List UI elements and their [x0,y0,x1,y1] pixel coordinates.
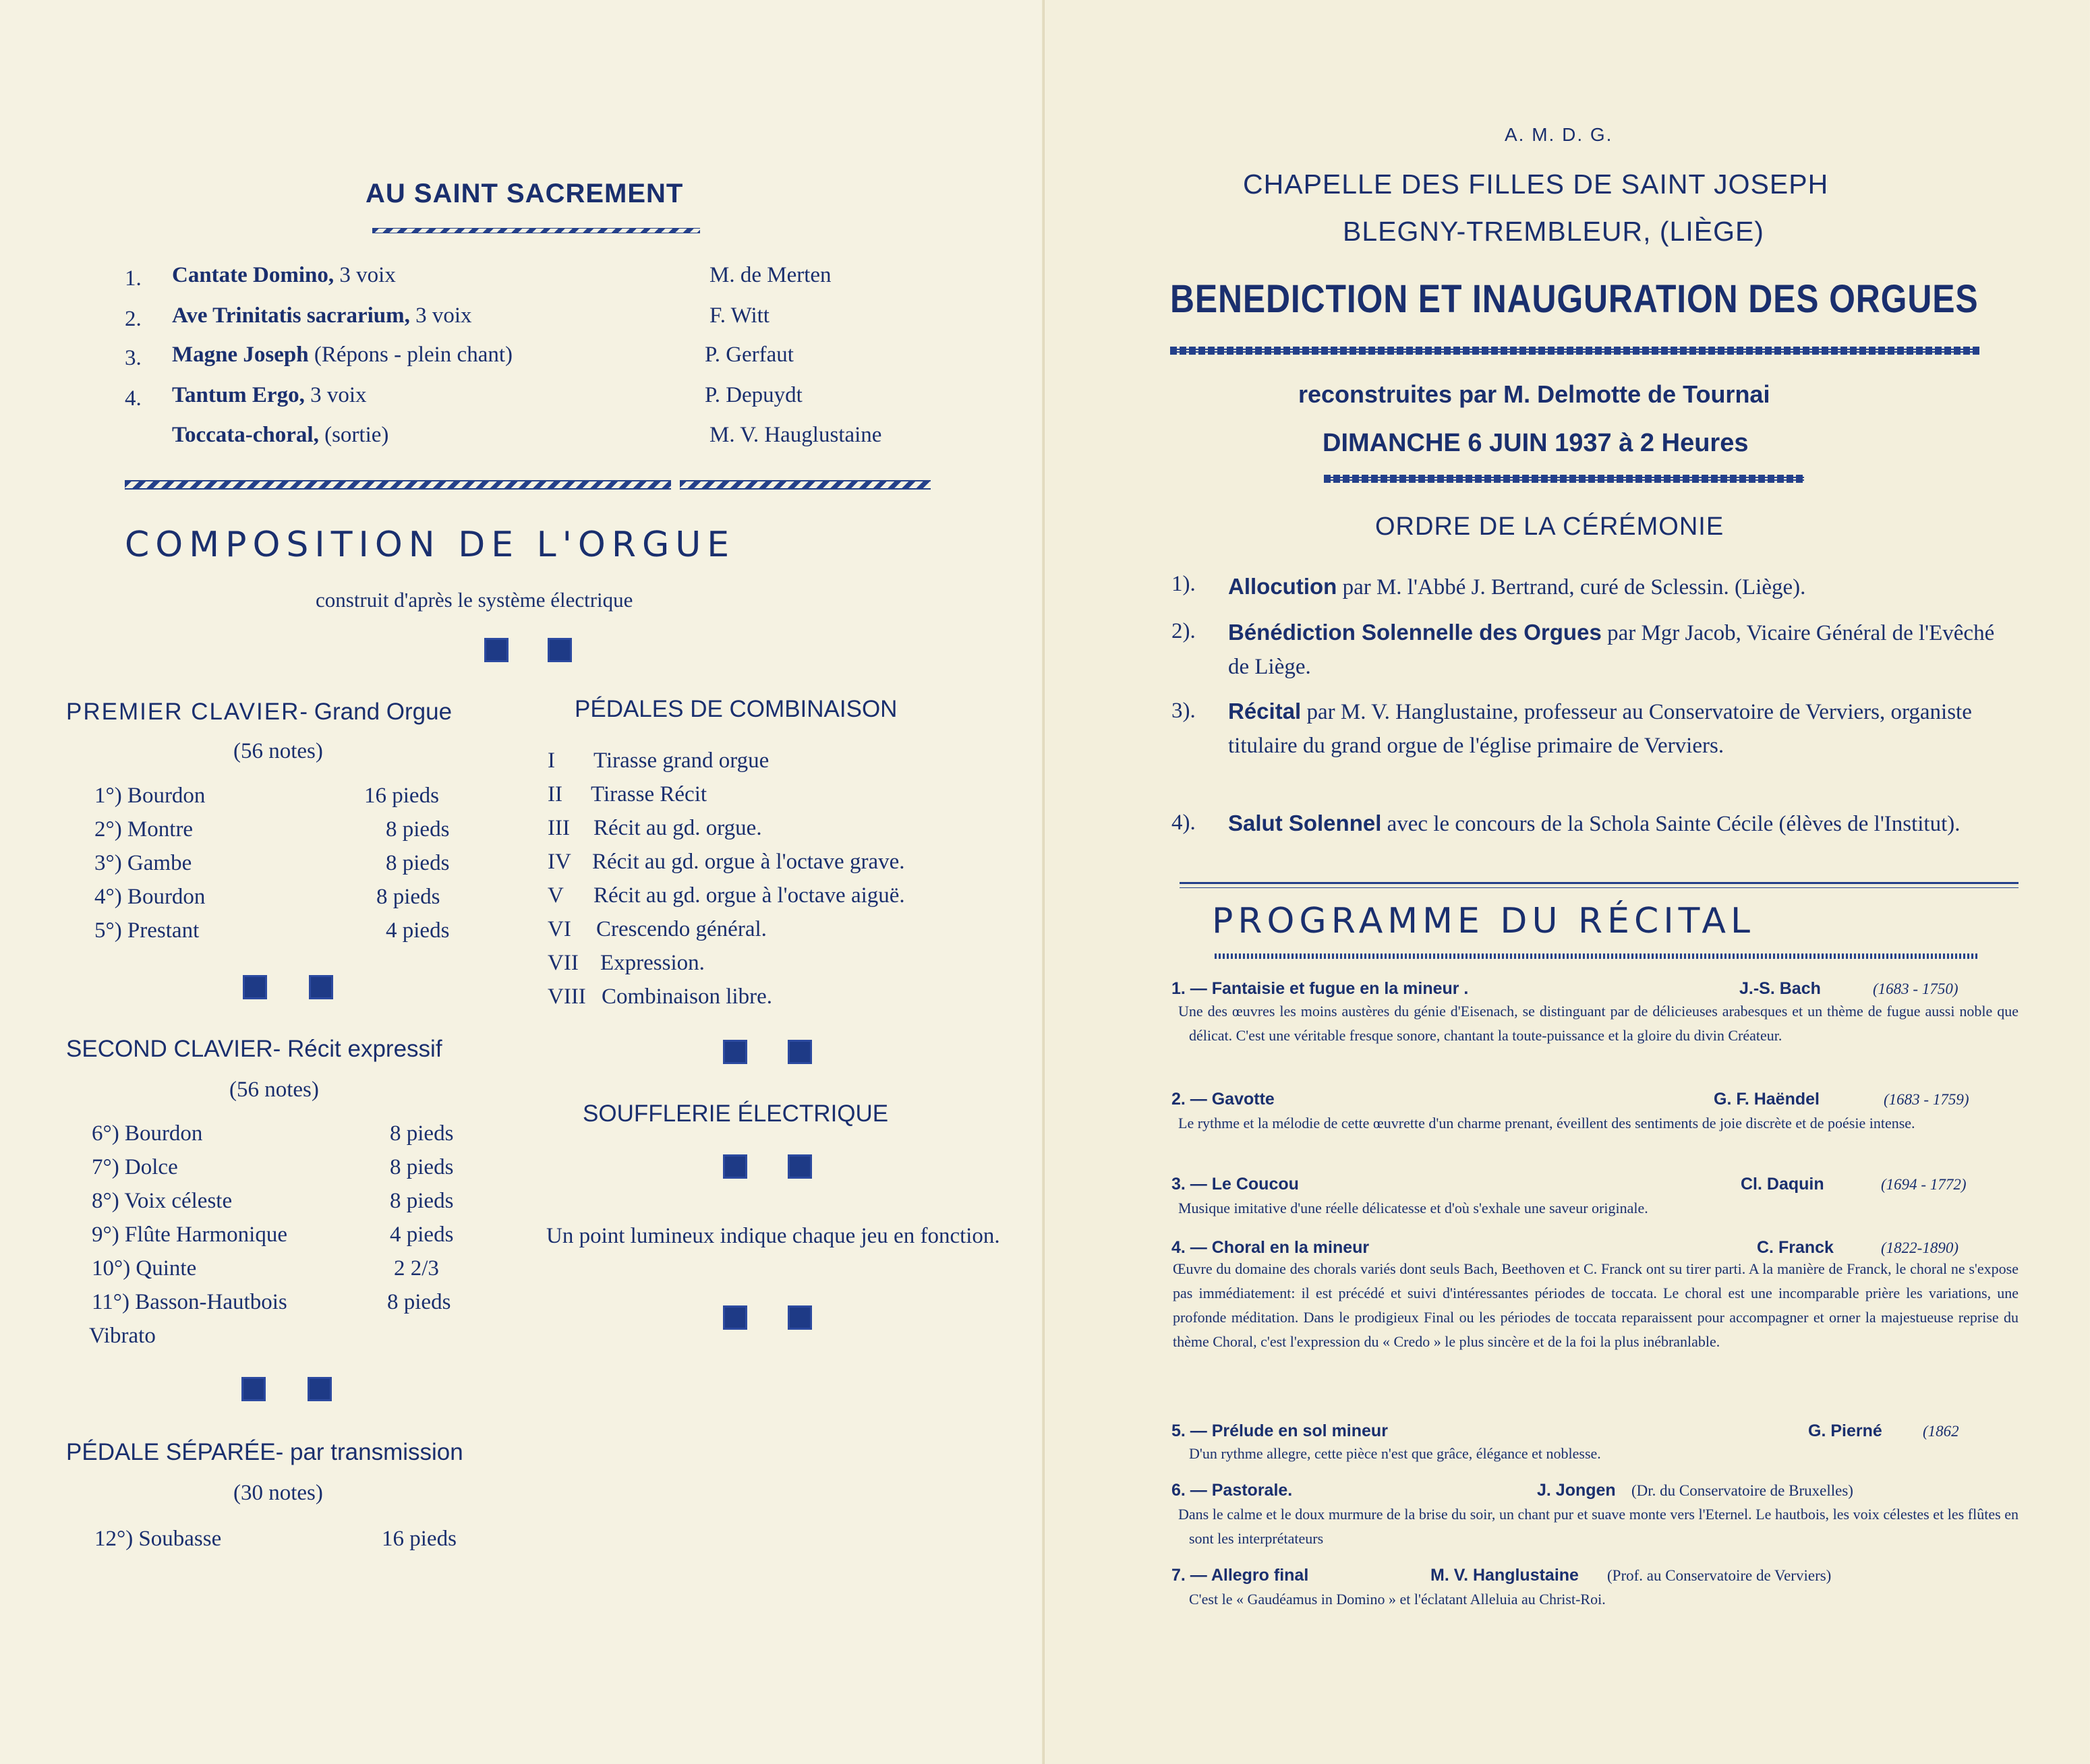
square-ornament [241,1377,266,1401]
pedales-combinaison-heading: PÉDALES DE COMBINAISON [575,696,898,722]
saint-sacrement-title: AU SAINT SACREMENT [366,179,684,208]
composer: P. Gerfaut [705,343,794,367]
ordre-text: avec le concours de la Schola Sainte Cécile (élèves de l'Institut). [1381,812,1961,836]
list-item [172,263,396,288]
wave-divider [1170,347,1979,355]
ceremony-date: DIMANCHE 6 JUIN 1937 à 2 Heures [1323,429,1749,457]
combinaison-num: IV [548,850,571,874]
stop-item: 10°) Quinte [92,1256,197,1281]
programme-dates: (1683 - 1750) [1873,980,1958,997]
square-ornament [788,1305,812,1330]
notes-count: (30 notes) [233,1481,323,1505]
programme-item-title: 6. — Pastorale. [1171,1481,1293,1500]
stop-pieds: 8 pieds [390,1121,454,1146]
rope-divider [125,480,671,490]
second-clavier-heading [66,1036,442,1063]
piece-detail: 3 voix [304,383,367,407]
combinaison-item: Crescendo général. [596,917,767,941]
combinaison-num: III [548,816,570,840]
programme-dates: (1683 - 1759) [1884,1091,1969,1108]
combinaison-num: II [548,782,562,806]
square-ornament [548,638,572,662]
piece-detail: (Répons - plein chant) [308,343,513,367]
programme-composer: M. V. Hanglustaine [1430,1566,1579,1585]
combinaison-num: VIII [548,984,586,1009]
ordre-num: 3). [1171,699,1196,723]
composition-title: COMPOSITION DE L'ORGUE [125,525,736,565]
programme-dates: (Dr. du Conservatoire de Bruxelles) [1631,1482,1853,1499]
piece-detail: 3 voix [409,303,472,328]
rope-divider [680,480,931,490]
programme-item-title: 5. — Prélude en sol mineur [1171,1421,1388,1440]
ordre-item [1228,806,2017,841]
combinaison-num: V [548,883,564,908]
square-ornament [723,1040,747,1064]
programme-desc: Musique imitative d'une réelle délicatesse et d'où s'exhale une saveur originale. [1178,1200,1648,1216]
stop-item: 7°) Dolce [92,1155,178,1179]
combinaison-item: Tirasse Récit [591,782,707,806]
heading-text: PREMIER CLAVIER [66,699,300,725]
stop-pieds: 2 2/3 [394,1256,439,1281]
programme-desc: Le rythme et la mélodie de cette œuvrette d'un charme prenant, éveillent des sentiments de joie discrète et de poésie intense. [1178,1115,1915,1131]
stop-pieds: 8 pieds [387,1290,451,1314]
list-item-num: 4. [125,386,142,411]
piece-detail: (sortie) [318,423,389,447]
notes-count: (56 notes) [233,739,323,763]
rule [1180,887,2019,888]
list-item-num: 3. [125,346,142,370]
ordre-text: par M. V. Hanglustaine, professeur au Conservatoire de Verviers, organiste titulaire du grand orgue de l'église primaire de Verviers. [1228,700,1972,758]
stop-item: 9°) Flûte Harmonique [92,1223,287,1247]
stop-pieds: 4 pieds [390,1223,454,1247]
stop-item: 11°) Basson-Hautbois [92,1290,287,1314]
programme-composer: Cl. Daquin [1741,1175,1824,1194]
rule [1180,882,2019,884]
programme-composer: C. Franck [1757,1238,1834,1257]
ordre-item [1228,695,2017,763]
square-ornament [309,975,333,999]
square-ornament [788,1040,812,1064]
piece-title: Cantate Domino, [172,263,335,287]
ordre-item [1228,570,2017,604]
stop-item: 6°) Bourdon [92,1121,203,1146]
stop-pieds: 16 pieds [364,784,439,808]
list-item-num: 2. [125,307,142,331]
square-ornament [788,1154,812,1179]
piece-title: Magne Joseph [172,343,309,367]
combinaison-item: Récit au gd. orgue à l'octave aiguë. [593,883,905,908]
reconstruites: reconstruites par M. Delmotte de Tournai [1298,380,1770,408]
stop-pieds: 8 pieds [376,885,440,909]
soufflerie-note: Un point lumineux indique chaque jeu en fonction. [546,1224,1000,1248]
programme-desc: Œuvre du domaine des chorals variés dont seuls Bach, Beethoven et C. Franck ont su tirer parti. A la manière de Franck, le choral ne s'expose pas immédiatement: il est précédé et suivi d'intéressantes périodes de toccata. Le choral est une incomparable prière les variations, une profonde méditation. Dans le prodigieux Final ou les périodes de toccata reparaissent pour accompagner et orner la majestueuse reprise du thème Choral, c'est l'expression du « Credo » le plus sincère et de la foi la plus inébranlable. [1173,1260,2019,1350]
ordre-num: 2). [1171,619,1196,643]
programme-desc: C'est le « Gaudéamus in Domino » et l'éclatant Alleluia au Christ-Roi. [1189,1591,1606,1608]
soufflerie-heading: SOUFFLERIE ÉLECTRIQUE [583,1100,889,1127]
programme-item-title: 3. — Le Coucou [1171,1175,1299,1194]
ordre-item [1228,616,2017,684]
programme-composer: J. Jongen [1537,1481,1616,1500]
heading-suffix: - Récit expressif [272,1036,442,1062]
dotted-rule [1215,953,1978,959]
stop-pieds: 8 pieds [390,1189,454,1213]
piece-title: Ave Trinitatis sacrarium, [172,303,410,328]
ordre-bold: Récital [1228,699,1302,724]
composer: M. V. Hauglustaine [709,423,882,447]
premier-clavier-heading [66,699,452,726]
ordre-title: ORDRE DE LA CÉRÉMONIE [1375,512,1724,541]
pedale-separee-heading [66,1439,463,1466]
ordre-text: par M. l'Abbé J. Bertrand, curé de Sclessin. (Liège). [1337,575,1806,599]
programme-composer: J.-S. Bach [1739,979,1821,998]
main-title: BENEDICTION ET INAUGURATION DES ORGUES [1170,277,1979,321]
stop-item: 8°) Voix céleste [92,1189,233,1213]
chapelle: CHAPELLE DES FILLES DE SAINT JOSEPH [1243,169,1829,200]
programme-item-title: 7. — Allegro final [1171,1566,1309,1585]
ordre-num: 4). [1171,811,1196,835]
lieu: BLEGNY-TREMBLEUR, (LIÈGE) [1343,216,1764,247]
programme-composer: G. F. Haëndel [1714,1090,1820,1109]
programme-dates: (1694 - 1772) [1881,1176,1967,1193]
composition-subtitle: construit d'après le système électrique [316,588,633,612]
stop-pieds: 8 pieds [386,817,450,842]
square-ornament [308,1377,332,1401]
piece-title: Toccata-choral, [172,423,319,447]
ordre-text: par Mgr Jacob, Vicaire Général de l'Evêché de Liège. [1228,621,1995,679]
stop-pieds: 16 pieds [382,1527,457,1551]
composer: P. Depuydt [705,383,803,407]
composer: F. Witt [709,303,770,328]
stop-item: 2°) Montre [94,817,194,842]
rope-divider [372,228,700,233]
notes-count: (56 notes) [229,1078,319,1102]
heading-text: SECOND CLAVIER [66,1036,273,1062]
right-page [1045,0,2089,1764]
programme-desc: Dans le calme et le doux murmure de la brise du soir, un chant pur et suave monte vers l'Eternel. Le hautbois, les voix célestes et les flûtes en sont les interprétateurs [1178,1506,2019,1547]
programme-desc: Une des œuvres les moins austères du génie d'Eisenach, se distinguant par de délicieuses arabesques et un thème de fugue aussi noble que délicat. C'est une véritable fresque sonore, chantant la toute-puissance et la gloire du divin Créateur. [1178,1003,2019,1044]
programme-composer: G. Pierné [1808,1421,1882,1440]
programme-dates: (1822-1890) [1881,1239,1958,1256]
square-ornament [723,1305,747,1330]
stop-item: 4°) Bourdon [94,885,206,909]
stop-item: 3°) Gambe [94,851,192,875]
programme-item-title: 1. — Fantaisie et fugue en la mineur . [1171,979,1469,998]
square-ornament [723,1154,747,1179]
list-item [172,343,513,368]
wave-divider [1324,475,1804,483]
programme-desc: D'un rythme allegre, cette pièce n'est que grâce, élégance et noblesse. [1189,1445,1601,1462]
programme-item-title: 4. — Choral en la mineur [1171,1238,1370,1257]
square-ornament [243,975,267,999]
combinaison-num: VII [548,951,579,975]
programme-dates: (1862 [1923,1423,1959,1440]
combinaison-item: Expression. [600,951,705,975]
combinaison-item: Combinaison libre. [602,984,772,1009]
combinaison-num: VI [548,917,571,941]
piece-detail: 3 voix [334,263,396,287]
list-item [172,303,472,328]
stop-extra: Vibrato [89,1324,156,1348]
ordre-num: 1). [1171,572,1196,596]
stop-pieds: 4 pieds [386,918,450,943]
list-item-num: 1. [125,266,142,291]
combinaison-num: I [548,748,555,773]
composer: M. de Merten [709,263,832,287]
square-ornament [484,638,509,662]
piece-title: Tantum Ergo, [172,383,305,407]
stop-pieds: 8 pieds [390,1155,454,1179]
heading-suffix: - par transmission [275,1439,463,1465]
combinaison-item: Récit au gd. orgue à l'octave grave. [592,850,905,874]
heading-suffix: - Grand Orgue [299,699,453,725]
stop-item: 12°) Soubasse [94,1527,222,1551]
stop-item: 5°) Prestant [94,918,200,943]
programme-dates: (Prof. au Conservatoire de Verviers) [1607,1567,1832,1584]
list-item [172,423,388,448]
stop-pieds: 8 pieds [386,851,450,875]
ordre-bold: Bénédiction Solennelle des Orgues [1228,620,1602,645]
programme-item-title: 2. — Gavotte [1171,1090,1275,1109]
combinaison-item: Récit au gd. orgue. [593,816,762,840]
stop-item: 1°) Bourdon [94,784,206,808]
ordre-bold: Salut Solennel [1228,811,1382,835]
programme-title: PROGRAMME DU RÉCITAL [1212,901,1755,941]
amdg: A. M. D. G. [1505,124,1613,145]
heading-text: PÉDALE SÉPARÉE [66,1439,276,1465]
ordre-bold: Allocution [1228,574,1337,599]
combinaison-item: Tirasse grand orgue [593,748,770,773]
list-item [172,383,367,408]
